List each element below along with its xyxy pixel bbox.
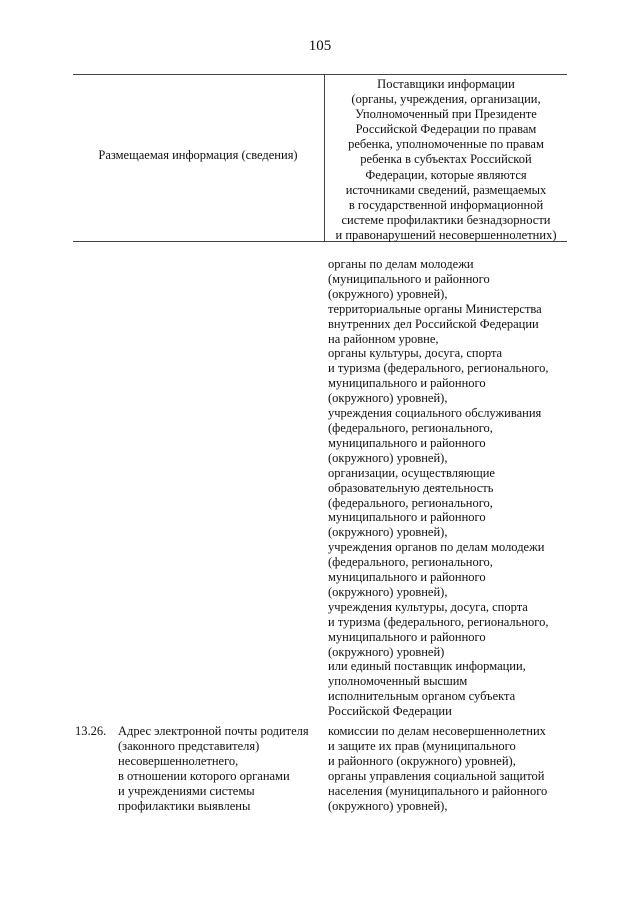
header-providers-line: Поставщики информации xyxy=(377,77,515,91)
row-number: 13.26. xyxy=(75,724,107,738)
provider-line: (федерального, регионального, xyxy=(328,420,493,435)
provider-line: муниципального и районного xyxy=(328,435,486,450)
header-providers-line: Федерации, которые являются xyxy=(365,167,527,182)
provider-line: (окружного) уровней) xyxy=(328,644,445,659)
provider-line: Российской Федерации xyxy=(328,704,452,719)
provider-line: уполномоченный высшим xyxy=(328,674,468,689)
provider-line: муниципального и районного xyxy=(328,570,486,585)
row-providers-cell xyxy=(328,724,568,813)
provider-line: учреждения органов по делам молодежи xyxy=(328,540,545,555)
provider-line: образовательную деятельность xyxy=(328,480,494,495)
info-line: (законного представителя) xyxy=(118,738,260,753)
provider-line: учреждения культуры, досуга, спорта xyxy=(328,599,528,614)
provider-line: (федерального, регионального, xyxy=(328,555,493,570)
provider-line: организации, осуществляющие xyxy=(328,465,495,480)
provider-line: органы культуры, досуга, спорта xyxy=(328,346,503,361)
header-providers-line: Российской Федерации по правам xyxy=(355,122,537,137)
table-top-rule xyxy=(73,74,567,75)
provider-line: исполнительным органом субъекта xyxy=(328,689,516,704)
header-providers-line: (органы, учреждения, организации, xyxy=(351,92,541,107)
provider-line: территориальные органы Министерства xyxy=(328,301,542,316)
header-providers-line: ребенка, уполномоченные по правам xyxy=(348,137,544,152)
page-number: 105 xyxy=(308,38,332,54)
row-info-cell xyxy=(118,724,323,813)
header-providers-line: источниками сведений, размещаемых xyxy=(345,182,547,197)
provider-line: муниципального и районного xyxy=(328,629,486,644)
provider-line: органы по делам молодежи xyxy=(328,257,474,271)
header-providers-line: Уполномоченный при Президенте xyxy=(355,107,537,122)
provider-line: (окружного) уровней), xyxy=(328,391,448,406)
info-line: профилактики выявлены xyxy=(118,798,251,813)
provider-line: или единый поставщик информации, xyxy=(328,659,526,674)
header-providers-line: и правонарушений несовершеннолетних) xyxy=(335,227,557,242)
provider-line: (окружного) уровней), xyxy=(328,584,448,599)
provider-line: (муниципального и районного xyxy=(328,271,490,286)
provider-line: (окружного) уровней), xyxy=(328,450,448,465)
provider-line: на районном уровне, xyxy=(328,331,439,346)
provider-line: органы управления социальной защитой xyxy=(328,768,545,783)
info-line: и учреждениями системы xyxy=(118,783,255,798)
provider-line: населения (муниципального и районного xyxy=(328,783,548,798)
provider-line: муниципального и районного xyxy=(328,510,486,525)
provider-line: и туризма (федерального, регионального, xyxy=(328,614,549,629)
provider-line: муниципального и районного xyxy=(328,376,486,391)
provider-line: учреждения социального обслуживания xyxy=(328,406,542,421)
header-providers-line: ребенка в субъектах Российской xyxy=(360,152,532,167)
continued-providers-cell xyxy=(328,257,568,719)
provider-line: комиссии по делам несовершеннолетних xyxy=(328,724,546,738)
header-column-divider xyxy=(324,74,325,242)
header-providers-line: системе профилактики безнадзорности xyxy=(341,212,551,227)
provider-line: (окружного) уровней), xyxy=(328,525,448,540)
provider-line: и защите их прав (муниципального xyxy=(328,738,516,753)
info-line: Адрес электронной почты родителя xyxy=(118,724,309,738)
provider-line: (федерального, регионального, xyxy=(328,495,493,510)
info-line: в отношении которого органами xyxy=(118,768,290,783)
header-providers-column xyxy=(326,77,566,243)
header-info-column: Размещаемая информация (сведения) xyxy=(98,148,298,162)
provider-line: (окружного) уровней), xyxy=(328,286,448,301)
provider-line: и туризма (федерального, регионального, xyxy=(328,361,549,376)
info-line: несовершеннолетнего, xyxy=(118,753,239,768)
provider-line: внутренних дел Российской Федерации xyxy=(328,316,539,331)
header-providers-line: в государственной информационной xyxy=(348,197,544,212)
provider-line: (окружного) уровней), xyxy=(328,798,448,813)
provider-line: и районного (окружного) уровней), xyxy=(328,753,516,768)
